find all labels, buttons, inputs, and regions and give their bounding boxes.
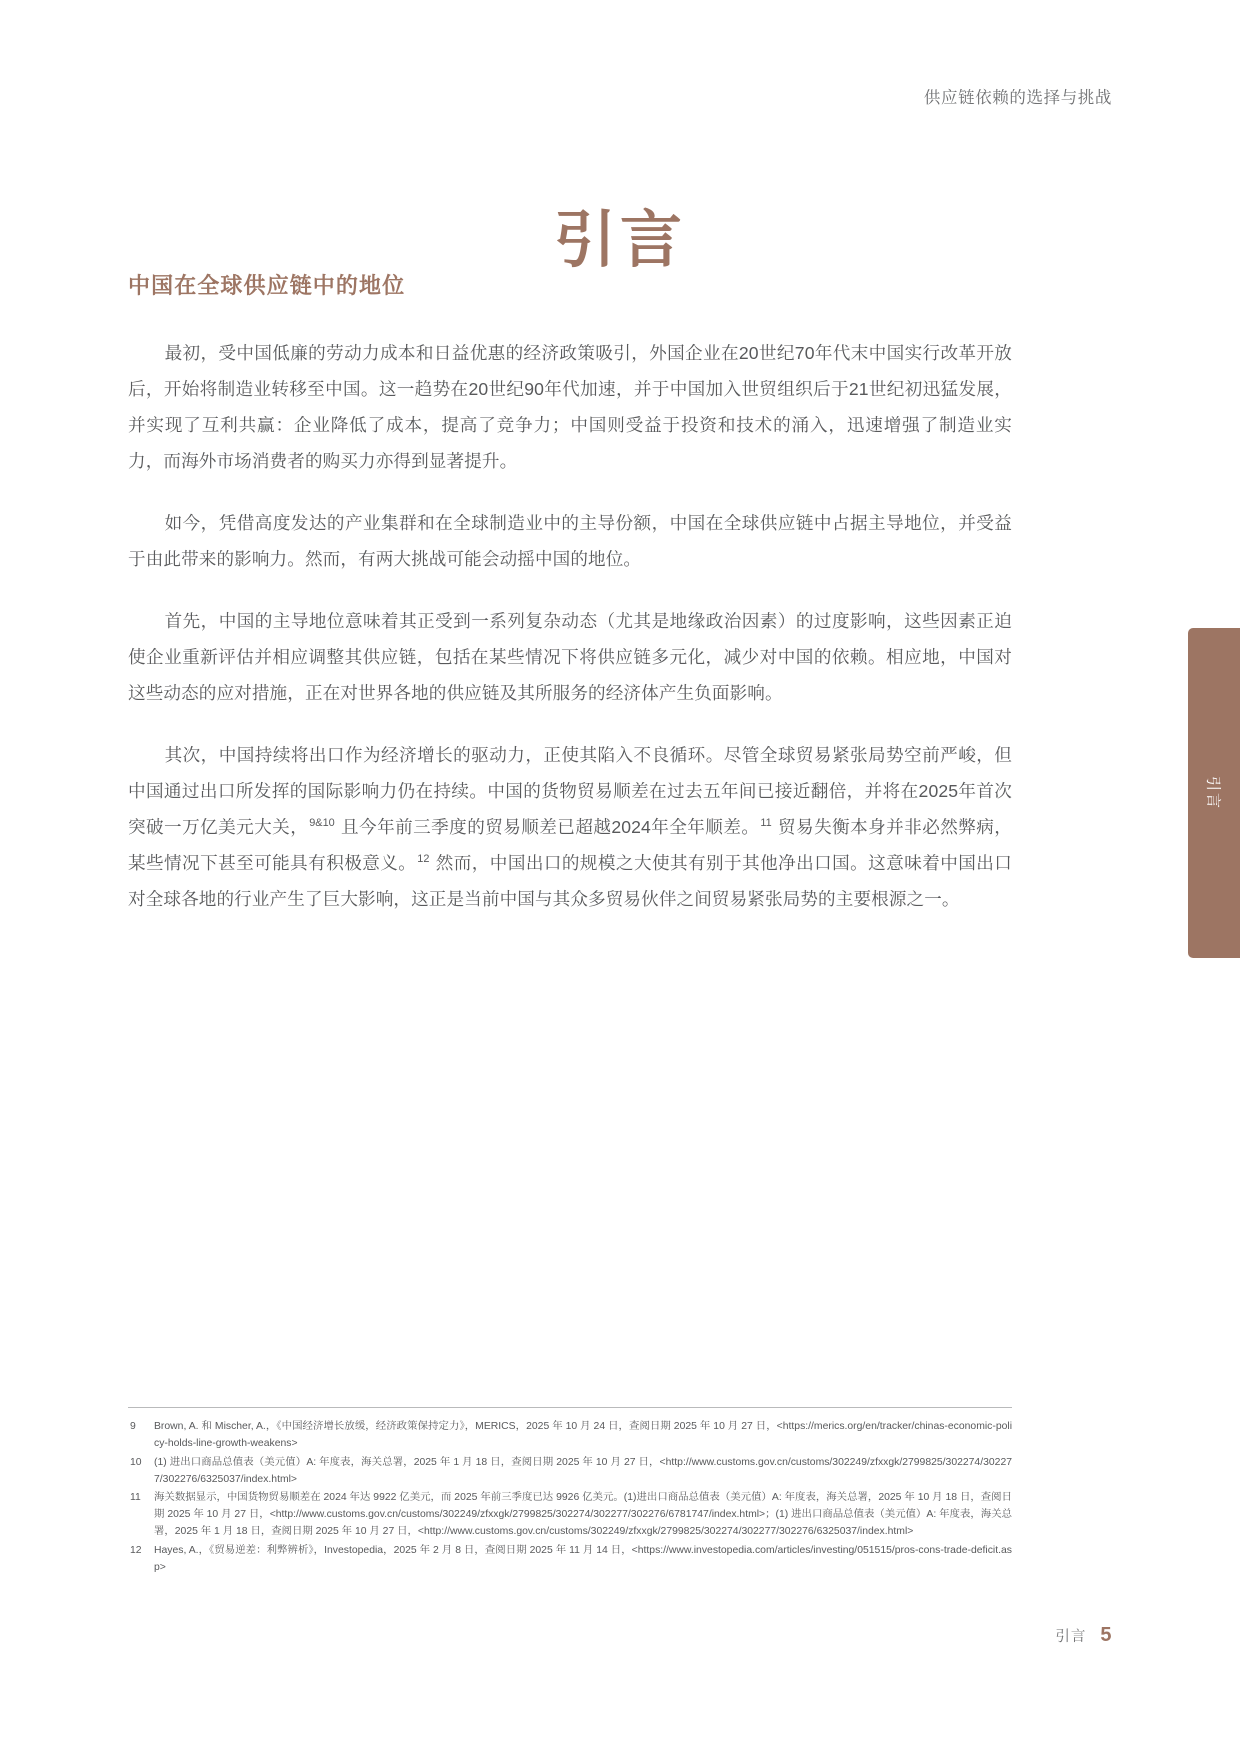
footnotes-section bbox=[128, 1407, 1012, 1579]
footnote-number: 12 bbox=[130, 1544, 142, 1556]
footnote-reference[interactable]: 12 bbox=[417, 853, 430, 866]
body-paragraph: 如今，凭借高度发达的产业集群和在全球制造业中的主导份额，中国在全球供应链中占据主导地位，并受益于由此带来的影响力。然而，有两大挑战可能会动摇中国的地位。 bbox=[128, 512, 1012, 569]
footnote-number: 9 bbox=[130, 1421, 136, 1432]
footnotes-divider bbox=[128, 1407, 1012, 1408]
body-paragraph: 其次，中国持续将出口作为经济增长的驱动力，正使其陷入不良循环。尽管全球贸易紧张局势空前严峻，但中国通过出口所发挥的国际影响力仍在持续。中国的货物贸易顺差在过去五年间已接近翻倍，并将在2025年首次突破一万亿美元大关，$^{9\&10}$ 且今年前三季度的贸易顺差已超越2024年全年顺差。$^{11}$ 贸易失衡本身并非必然弊病，某些情况下甚至可能具有积极意义。$^{12}$ 然而，中国出口的规模之大使其有别于其他净出口国。这意味着中国出口对全球各地的行业产生了巨大影响，这正是当前中国与其众多贸易伙伴之间贸易紧张局势的主要根源之一。 bbox=[128, 745, 1012, 910]
page-footer-label: 引言 bbox=[1055, 1629, 1087, 1645]
body-paragraphs bbox=[128, 335, 1012, 918]
running-header: 供应链依赖的选择与挑战 bbox=[923, 89, 1112, 107]
footnote-item bbox=[128, 1543, 1012, 1577]
chapter-title: 引言 bbox=[553, 205, 686, 275]
footnote-text: Hayes, A.，《贸易逆差：利弊辨析》，Investopedia，2025 年 2 月 8 日，查阅日期 2025 年 11 月 14 日，<https://www.investopedia.com/articles/investing/051515/pros-cons-trade-deficit.asp> bbox=[154, 1544, 1012, 1573]
body-paragraph: 最初，受中国低廉的劳动力成本和日益优惠的经济政策吸引，外国企业在20世纪70年代末中国实行改革开放后，开始将制造业转移至中国。这一趋势在20世纪90年代加速，并于中国加入世贸组织后于21世纪初迅猛发展，并实现了互利共赢：企业降低了成本，提高了竞争力；中国则受益于投资和技术的涌入，迅速增强了制造业实力，而海外市场消费者的购买力亦得到显著提升。 bbox=[128, 342, 1012, 471]
section-heading: 中国在全球供应链中的地位 bbox=[128, 273, 406, 298]
footnote-item bbox=[128, 1455, 1012, 1489]
side-thumb-tab bbox=[1188, 628, 1240, 958]
side-thumb-tab-label: 引言 bbox=[1204, 775, 1222, 811]
footnote-number: 10 bbox=[130, 1456, 142, 1468]
footnote-text: Brown, A. 和 Mischer, A.，《中国经济增长放缓，经济政策保持定力》，MERICS，2025 年 10 月 24 日，查阅日期 2025 年 10 月 27 日，<https://merics.org/en/tracker/chinas-economic-policy-holds-line-growth-weakens> bbox=[154, 1421, 1012, 1449]
page-number: 5 bbox=[1100, 1624, 1112, 1646]
page-footer bbox=[1055, 1624, 1112, 1647]
body-paragraph: 首先，中国的主导地位意味着其正受到一系列复杂动态（尤其是地缘政治因素）的过度影响，这些因素正迫使企业重新评估并相应调整其供应链，包括在某些情况下将供应链多元化，减少对中国的依赖。相应地，中国对这些动态的应对措施，正在对世界各地的供应链及其所服务的经济体产生负面影响。 bbox=[128, 610, 1012, 704]
footnote-item bbox=[128, 1490, 1012, 1541]
footnote-item bbox=[128, 1419, 1012, 1453]
footnote-number: 11 bbox=[130, 1492, 141, 1504]
footnote-reference[interactable]: 11 bbox=[760, 817, 772, 830]
footnote-text: 海关数据显示，中国货物贸易顺差在 2024 年达 9922 亿美元，而 2025 年前三季度已达 9926 亿美元。(1)进出口商品总值表（美元值）A: 年度表，海关总署，2025 年 10 月 18 日，查阅日期 2025 年 10 月 27 日，<http://www.customs.gov.cn/customs/302249/zfxxgk/2799825/302274/302277/302276/6781747/index.html>；(1) 进出口商品总值表（美元值）A: 年度表，海关总署，2025 年 1 月 18 日，查阅日期 2025 年 10 月 27 日，<http://www.customs.gov.cn/customs/302249/zfxxgk/2799825/302274/302277/302276/6325037/index.html> bbox=[154, 1492, 1012, 1538]
footnote-list bbox=[128, 1419, 1012, 1577]
content-column bbox=[128, 272, 1012, 917]
footnote-reference[interactable]: 9&10 bbox=[309, 817, 335, 830]
footnote-text: (1) 进出口商品总值表（美元值）A: 年度表，海关总署，2025 年 1 月 18 日，查阅日期 2025 年 10 月 27 日，<http://www.customs.gov.cn/customs/302249/zfxxgk/2799825/302274/302277/302276/6325037/index.html> bbox=[154, 1456, 1012, 1485]
